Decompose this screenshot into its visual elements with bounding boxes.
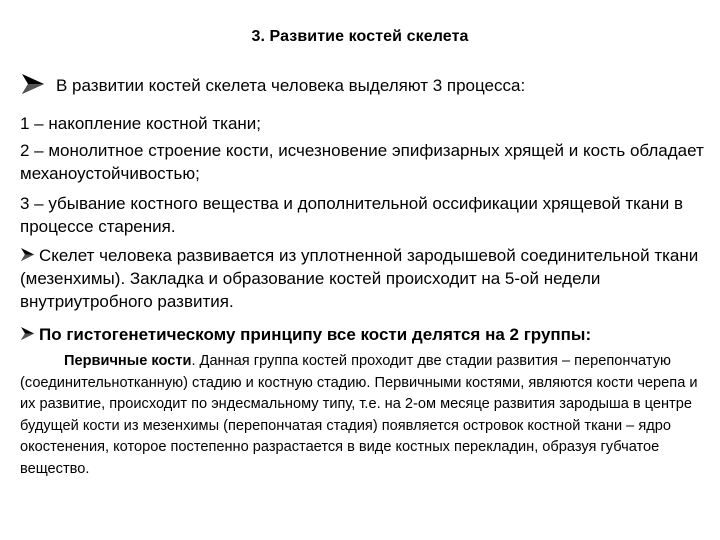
- primary-bones-term: Первичные кости: [64, 353, 192, 369]
- skeleton-origin-text: Скелет человека развивается из уплотненной зародышевой соединительной ткани (мезенхимы). Закладка и образование костей происходит на 5-ой недели внутриутробного развития.: [20, 246, 699, 311]
- skeleton-origin-bullet: [20, 244, 710, 313]
- primary-bones-text: . Данная группа костей проходит две стадии развития – перепончатую (соединительнотканную) стадию и костную стадию. Первичными костями, являются кости черепа и их развитие, происходит по эндесмальному типу, т.е. на 2-ом месяце развития зародыша в центре будущей кости из мезенхимы (перепончатая стадия) появляется островок костной ткани – ядро окостенения, которое постепенно разрастается в виде костных перекладин, образуя губчатое вещество.: [20, 353, 698, 477]
- process-3: 3 – убывание костного вещества и дополнительной оссификации хрящевой ткани в процессе старения.: [20, 194, 684, 236]
- process-1: 1 – накопление костной ткани;: [20, 114, 262, 133]
- arrow-bullet-icon: [20, 247, 35, 262]
- arrow-bullet-icon: [20, 326, 35, 341]
- intro-text: В развитии костей скелета человека выделяют 3 процесса:: [56, 76, 526, 95]
- groups-heading-bullet: [20, 323, 710, 346]
- primary-bones-paragraph: [20, 351, 708, 481]
- intro-bullet: [20, 72, 710, 96]
- groups-heading-text: По гистогенетическому принципу все кости делятся на 2 группы:: [39, 325, 592, 344]
- arrow-bullet-icon: [20, 72, 46, 96]
- process-2: 2 – монолитное строение кости, исчезновение эпифизарных хрящей и кость обладает механоустойчивостью;: [20, 141, 704, 183]
- slide-title: 3. Развитие костей скелета: [251, 28, 469, 45]
